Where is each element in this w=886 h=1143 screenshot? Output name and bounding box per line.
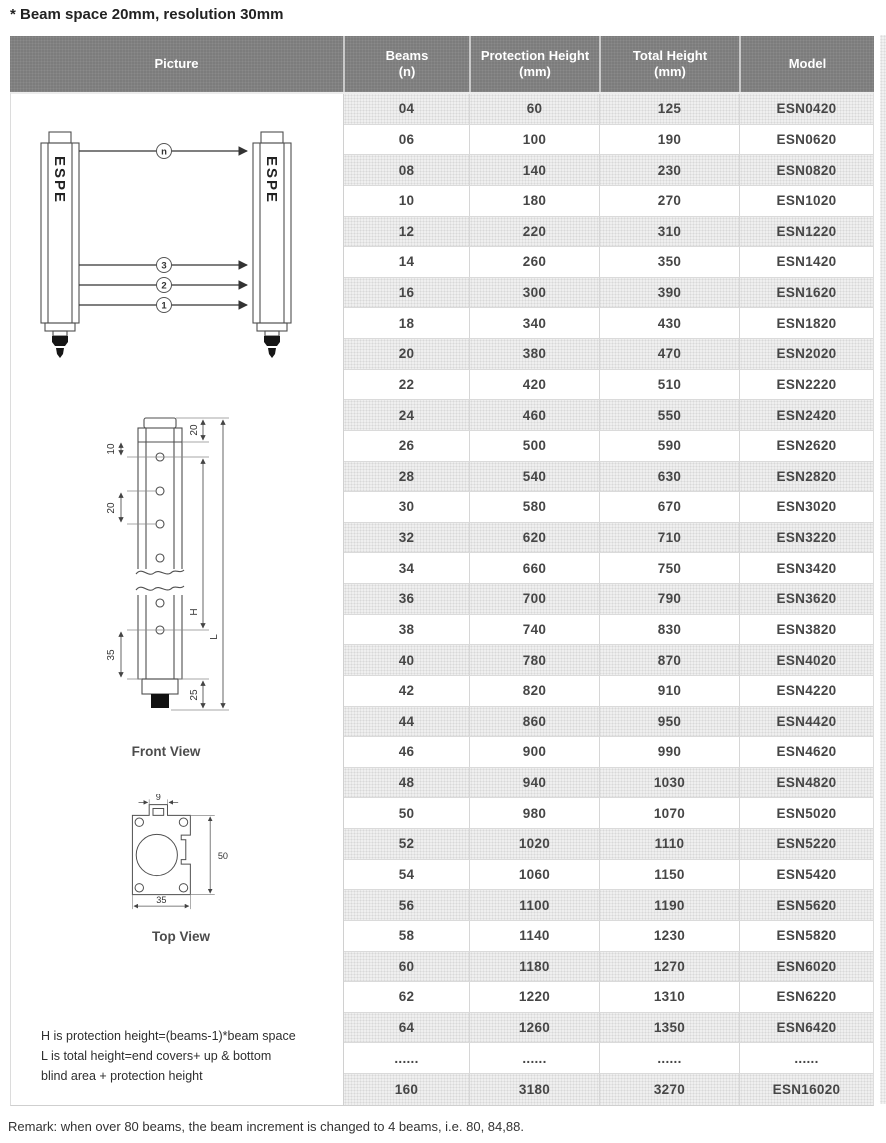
cell-protection-height: 620 xyxy=(469,523,599,553)
beam-label-3: 3 xyxy=(161,260,167,272)
cell-beams: 48 xyxy=(398,775,415,791)
cell-total-height: 3270 xyxy=(599,1074,739,1105)
cell-total-height: 1030 xyxy=(599,768,739,798)
col-header-protection-line1: Protection Height xyxy=(480,48,590,63)
cell-total-height: 670 xyxy=(599,492,739,522)
col-header-model-label: Model xyxy=(788,56,827,71)
cell-model: ESN4020 xyxy=(739,645,873,675)
col-header-total-height xyxy=(599,36,739,92)
cell-total-height: 830 xyxy=(599,615,739,645)
cell-total-height: 630 xyxy=(599,462,739,492)
cell-beams: 10 xyxy=(398,193,415,209)
cell-protection-height: 220 xyxy=(469,217,599,247)
cell-total-height: 125 xyxy=(599,94,739,124)
cell-total-height: 550 xyxy=(599,400,739,430)
cell-total-height: 1310 xyxy=(599,982,739,1012)
table-row xyxy=(344,707,873,738)
cell-beams: 06 xyxy=(398,131,415,147)
cell-model: ESN5420 xyxy=(739,860,873,890)
cell-beams: 160 xyxy=(394,1081,419,1097)
table-body-wrap xyxy=(10,92,874,1106)
cell-total-height: 990 xyxy=(599,737,739,767)
cell-protection-height: 940 xyxy=(469,768,599,798)
cell-beams: 58 xyxy=(398,928,415,944)
cell-beams: 24 xyxy=(398,407,415,423)
cell-protection-height: 980 xyxy=(469,798,599,828)
cell-model: ESN6220 xyxy=(739,982,873,1012)
cell-beams: 08 xyxy=(398,162,415,178)
cell-total-height: 310 xyxy=(599,217,739,247)
table-row xyxy=(344,615,873,646)
cell-beams: 14 xyxy=(398,254,415,270)
table-row xyxy=(344,155,873,186)
cell-beams: 12 xyxy=(398,223,415,239)
cell-model: ESN0420 xyxy=(739,94,873,124)
cell-model: ESN1020 xyxy=(739,186,873,216)
cell-protection-height: 860 xyxy=(469,707,599,737)
cell-model: ESN2820 xyxy=(739,462,873,492)
cell-total-height: 270 xyxy=(599,186,739,216)
cell-protection-height: ...... xyxy=(469,1043,599,1073)
table-row xyxy=(344,247,873,278)
cell-protection-height: 100 xyxy=(469,125,599,155)
dim-bottom-end: 25 xyxy=(189,689,200,701)
cell-total-height: 1230 xyxy=(599,921,739,951)
table-row xyxy=(344,217,873,248)
dim-slot-width: 9 xyxy=(155,794,161,803)
cell-total-height: 910 xyxy=(599,676,739,706)
cell-protection-height: 740 xyxy=(469,615,599,645)
dim-bottom-blind: 35 xyxy=(106,649,117,661)
table-row xyxy=(344,860,873,891)
cell-beams: 60 xyxy=(398,958,415,974)
spec-table xyxy=(10,36,874,1106)
cell-protection-height: 700 xyxy=(469,584,599,614)
cell-beams: 34 xyxy=(398,560,415,576)
table-row xyxy=(344,492,873,523)
cell-beams: 18 xyxy=(398,315,415,331)
cell-total-height: 790 xyxy=(599,584,739,614)
cell-beams: 32 xyxy=(398,530,415,546)
cell-protection-height: 3180 xyxy=(469,1074,599,1105)
table-row xyxy=(344,768,873,799)
cell-model: ESN3820 xyxy=(739,615,873,645)
cell-protection-height: 140 xyxy=(469,155,599,185)
table-row xyxy=(344,523,873,554)
cell-total-height: 430 xyxy=(599,308,739,338)
cell-model: ESN4620 xyxy=(739,737,873,767)
cell-model: ESN1620 xyxy=(739,278,873,308)
note-line-2: L is total height=end covers+ up & bottom xyxy=(41,1049,272,1063)
table-row xyxy=(344,829,873,860)
cell-protection-height: 1020 xyxy=(469,829,599,859)
scan-artifact-edge xyxy=(880,35,886,1104)
dim-beam-space: 20 xyxy=(106,502,117,514)
cell-protection-height: 380 xyxy=(469,339,599,369)
cell-beams: 04 xyxy=(398,101,415,117)
cell-model: ESN5820 xyxy=(739,921,873,951)
cell-protection-height: 1220 xyxy=(469,982,599,1012)
table-row xyxy=(344,94,873,125)
brand-label-left: ESPE xyxy=(51,156,68,205)
col-header-model xyxy=(739,36,874,92)
cell-beams: 36 xyxy=(398,591,415,607)
cell-model: ESN5620 xyxy=(739,890,873,920)
table-row xyxy=(344,186,873,217)
table-row xyxy=(344,737,873,768)
cell-total-height: 390 xyxy=(599,278,739,308)
cell-beams: 38 xyxy=(398,621,415,637)
cell-protection-height: 460 xyxy=(469,400,599,430)
cell-beams: 64 xyxy=(398,1020,415,1036)
dim-top-blind: 10 xyxy=(106,443,117,455)
front-view-diagram xyxy=(81,412,321,727)
connector-plug-icon xyxy=(151,694,169,708)
table-row xyxy=(344,339,873,370)
cell-model: ESN1420 xyxy=(739,247,873,277)
cell-beams: 22 xyxy=(398,376,415,392)
cell-protection-height: 780 xyxy=(469,645,599,675)
top-view-caption: Top View xyxy=(151,929,210,944)
cell-total-height: 470 xyxy=(599,339,739,369)
table-row xyxy=(344,584,873,615)
table-row xyxy=(344,278,873,309)
cell-protection-height: 820 xyxy=(469,676,599,706)
cell-model: ESN0820 xyxy=(739,155,873,185)
table-row xyxy=(344,921,873,952)
cell-beams: 56 xyxy=(398,897,415,913)
col-header-picture-label: Picture xyxy=(154,56,199,71)
page-title: * Beam space 20mm, resolution 30mm xyxy=(10,6,284,23)
table-row xyxy=(344,890,873,921)
table-row xyxy=(344,1074,873,1105)
cell-beams: 62 xyxy=(398,989,415,1005)
cell-protection-height: 580 xyxy=(469,492,599,522)
dim-profile-width: 35 xyxy=(156,895,167,906)
cell-total-height: 190 xyxy=(599,125,739,155)
dim-top-end: 20 xyxy=(189,424,200,436)
cell-beams: ...... xyxy=(394,1050,419,1066)
height-formula-notes xyxy=(41,1026,296,1086)
col-header-protection-height xyxy=(469,36,599,92)
cell-model: ESN1220 xyxy=(739,217,873,247)
cell-model: ...... xyxy=(739,1043,873,1073)
cell-model: ESN5220 xyxy=(739,829,873,859)
cell-protection-height: 420 xyxy=(469,370,599,400)
col-header-beams xyxy=(343,36,469,92)
cell-protection-height: 180 xyxy=(469,186,599,216)
cell-beams: 42 xyxy=(398,683,415,699)
dim-protection-height: H xyxy=(189,608,200,616)
col-header-total-line1: Total Height xyxy=(632,48,708,63)
table-body xyxy=(344,94,873,1105)
cell-model: ESN5020 xyxy=(739,798,873,828)
remark-text: Remark: when over 80 beams, the beam increment is changed to 4 beams, i.e. 80, 84,88. xyxy=(8,1119,524,1134)
cell-total-height: ...... xyxy=(599,1043,739,1073)
cell-protection-height: 1140 xyxy=(469,921,599,951)
cell-beams: 26 xyxy=(398,438,415,454)
col-header-protection-line2: (mm) xyxy=(519,64,551,79)
cell-protection-height: 300 xyxy=(469,278,599,308)
cell-total-height: 870 xyxy=(599,645,739,675)
table-row xyxy=(344,952,873,983)
cell-total-height: 590 xyxy=(599,431,739,461)
table-row xyxy=(344,982,873,1013)
table-row xyxy=(344,308,873,339)
table-row xyxy=(344,400,873,431)
cell-model: ESN0620 xyxy=(739,125,873,155)
cell-model: ESN3620 xyxy=(739,584,873,614)
cell-total-height: 510 xyxy=(599,370,739,400)
col-header-total-line2: (mm) xyxy=(654,64,686,79)
beam-pair-diagram xyxy=(23,126,307,361)
cell-protection-height: 660 xyxy=(469,553,599,583)
cell-model: ESN4820 xyxy=(739,768,873,798)
cell-protection-height: 260 xyxy=(469,247,599,277)
cell-protection-height: 900 xyxy=(469,737,599,767)
dim-total-length: L xyxy=(209,634,220,640)
cell-model: ESN16020 xyxy=(739,1074,873,1105)
cell-beams: 50 xyxy=(398,805,415,821)
cell-model: ESN2220 xyxy=(739,370,873,400)
table-row xyxy=(344,553,873,584)
top-view-diagram xyxy=(111,794,256,916)
cell-total-height: 1110 xyxy=(599,829,739,859)
cell-total-height: 1350 xyxy=(599,1013,739,1043)
cell-beams: 52 xyxy=(398,836,415,852)
table-row xyxy=(344,676,873,707)
table-row xyxy=(344,462,873,493)
cell-model: ESN3420 xyxy=(739,553,873,583)
cell-protection-height: 1060 xyxy=(469,860,599,890)
table-row xyxy=(344,125,873,156)
beam-label-n: n xyxy=(161,146,167,158)
cell-beams: 20 xyxy=(398,346,415,362)
cell-protection-height: 540 xyxy=(469,462,599,492)
cell-model: ESN2420 xyxy=(739,400,873,430)
dim-profile-height: 50 xyxy=(217,850,228,861)
connector-plug-icon xyxy=(52,336,280,358)
cell-model: ESN6020 xyxy=(739,952,873,982)
cell-model: ESN2620 xyxy=(739,431,873,461)
cell-beams: 28 xyxy=(398,468,415,484)
cell-beams: 44 xyxy=(398,713,415,729)
cell-total-height: 950 xyxy=(599,707,739,737)
cell-beams: 54 xyxy=(398,866,415,882)
beam-label-2: 2 xyxy=(161,280,167,292)
col-header-beams-line1: Beams xyxy=(385,48,429,63)
front-view-caption: Front View xyxy=(131,744,201,759)
cell-total-height: 230 xyxy=(599,155,739,185)
note-line-1: H is protection height=(beams-1)*beam space xyxy=(41,1029,296,1043)
cell-protection-height: 340 xyxy=(469,308,599,338)
table-row xyxy=(344,645,873,676)
cell-model: ESN3220 xyxy=(739,523,873,553)
cell-protection-height: 1260 xyxy=(469,1013,599,1043)
col-header-picture xyxy=(10,36,343,92)
cell-model: ESN2020 xyxy=(739,339,873,369)
note-line-3: blind area + protection height xyxy=(41,1069,203,1083)
cell-total-height: 710 xyxy=(599,523,739,553)
cell-protection-height: 60 xyxy=(469,94,599,124)
cell-total-height: 350 xyxy=(599,247,739,277)
cell-model: ESN1820 xyxy=(739,308,873,338)
cell-protection-height: 1100 xyxy=(469,890,599,920)
brand-label-right: ESPE xyxy=(263,156,280,205)
cell-protection-height: 500 xyxy=(469,431,599,461)
beam-label-1: 1 xyxy=(161,300,167,312)
cell-model: ESN3020 xyxy=(739,492,873,522)
cell-beams: 40 xyxy=(398,652,415,668)
cell-total-height: 1270 xyxy=(599,952,739,982)
table-row xyxy=(344,1043,873,1074)
cell-model: ESN4220 xyxy=(739,676,873,706)
table-row xyxy=(344,798,873,829)
cell-protection-height: 1180 xyxy=(469,952,599,982)
table-row xyxy=(344,1013,873,1044)
cell-total-height: 750 xyxy=(599,553,739,583)
table-row xyxy=(344,431,873,462)
cell-beams: 46 xyxy=(398,744,415,760)
table-row xyxy=(344,370,873,401)
cell-total-height: 1190 xyxy=(599,890,739,920)
cell-beams: 16 xyxy=(398,285,415,301)
col-header-beams-line2: (n) xyxy=(398,64,416,79)
cell-beams: 30 xyxy=(398,499,415,515)
table-header-row xyxy=(10,36,874,92)
picture-cell xyxy=(11,94,344,1105)
cell-model: ESN4420 xyxy=(739,707,873,737)
cell-model: ESN6420 xyxy=(739,1013,873,1043)
cell-total-height: 1150 xyxy=(599,860,739,890)
cell-total-height: 1070 xyxy=(599,798,739,828)
